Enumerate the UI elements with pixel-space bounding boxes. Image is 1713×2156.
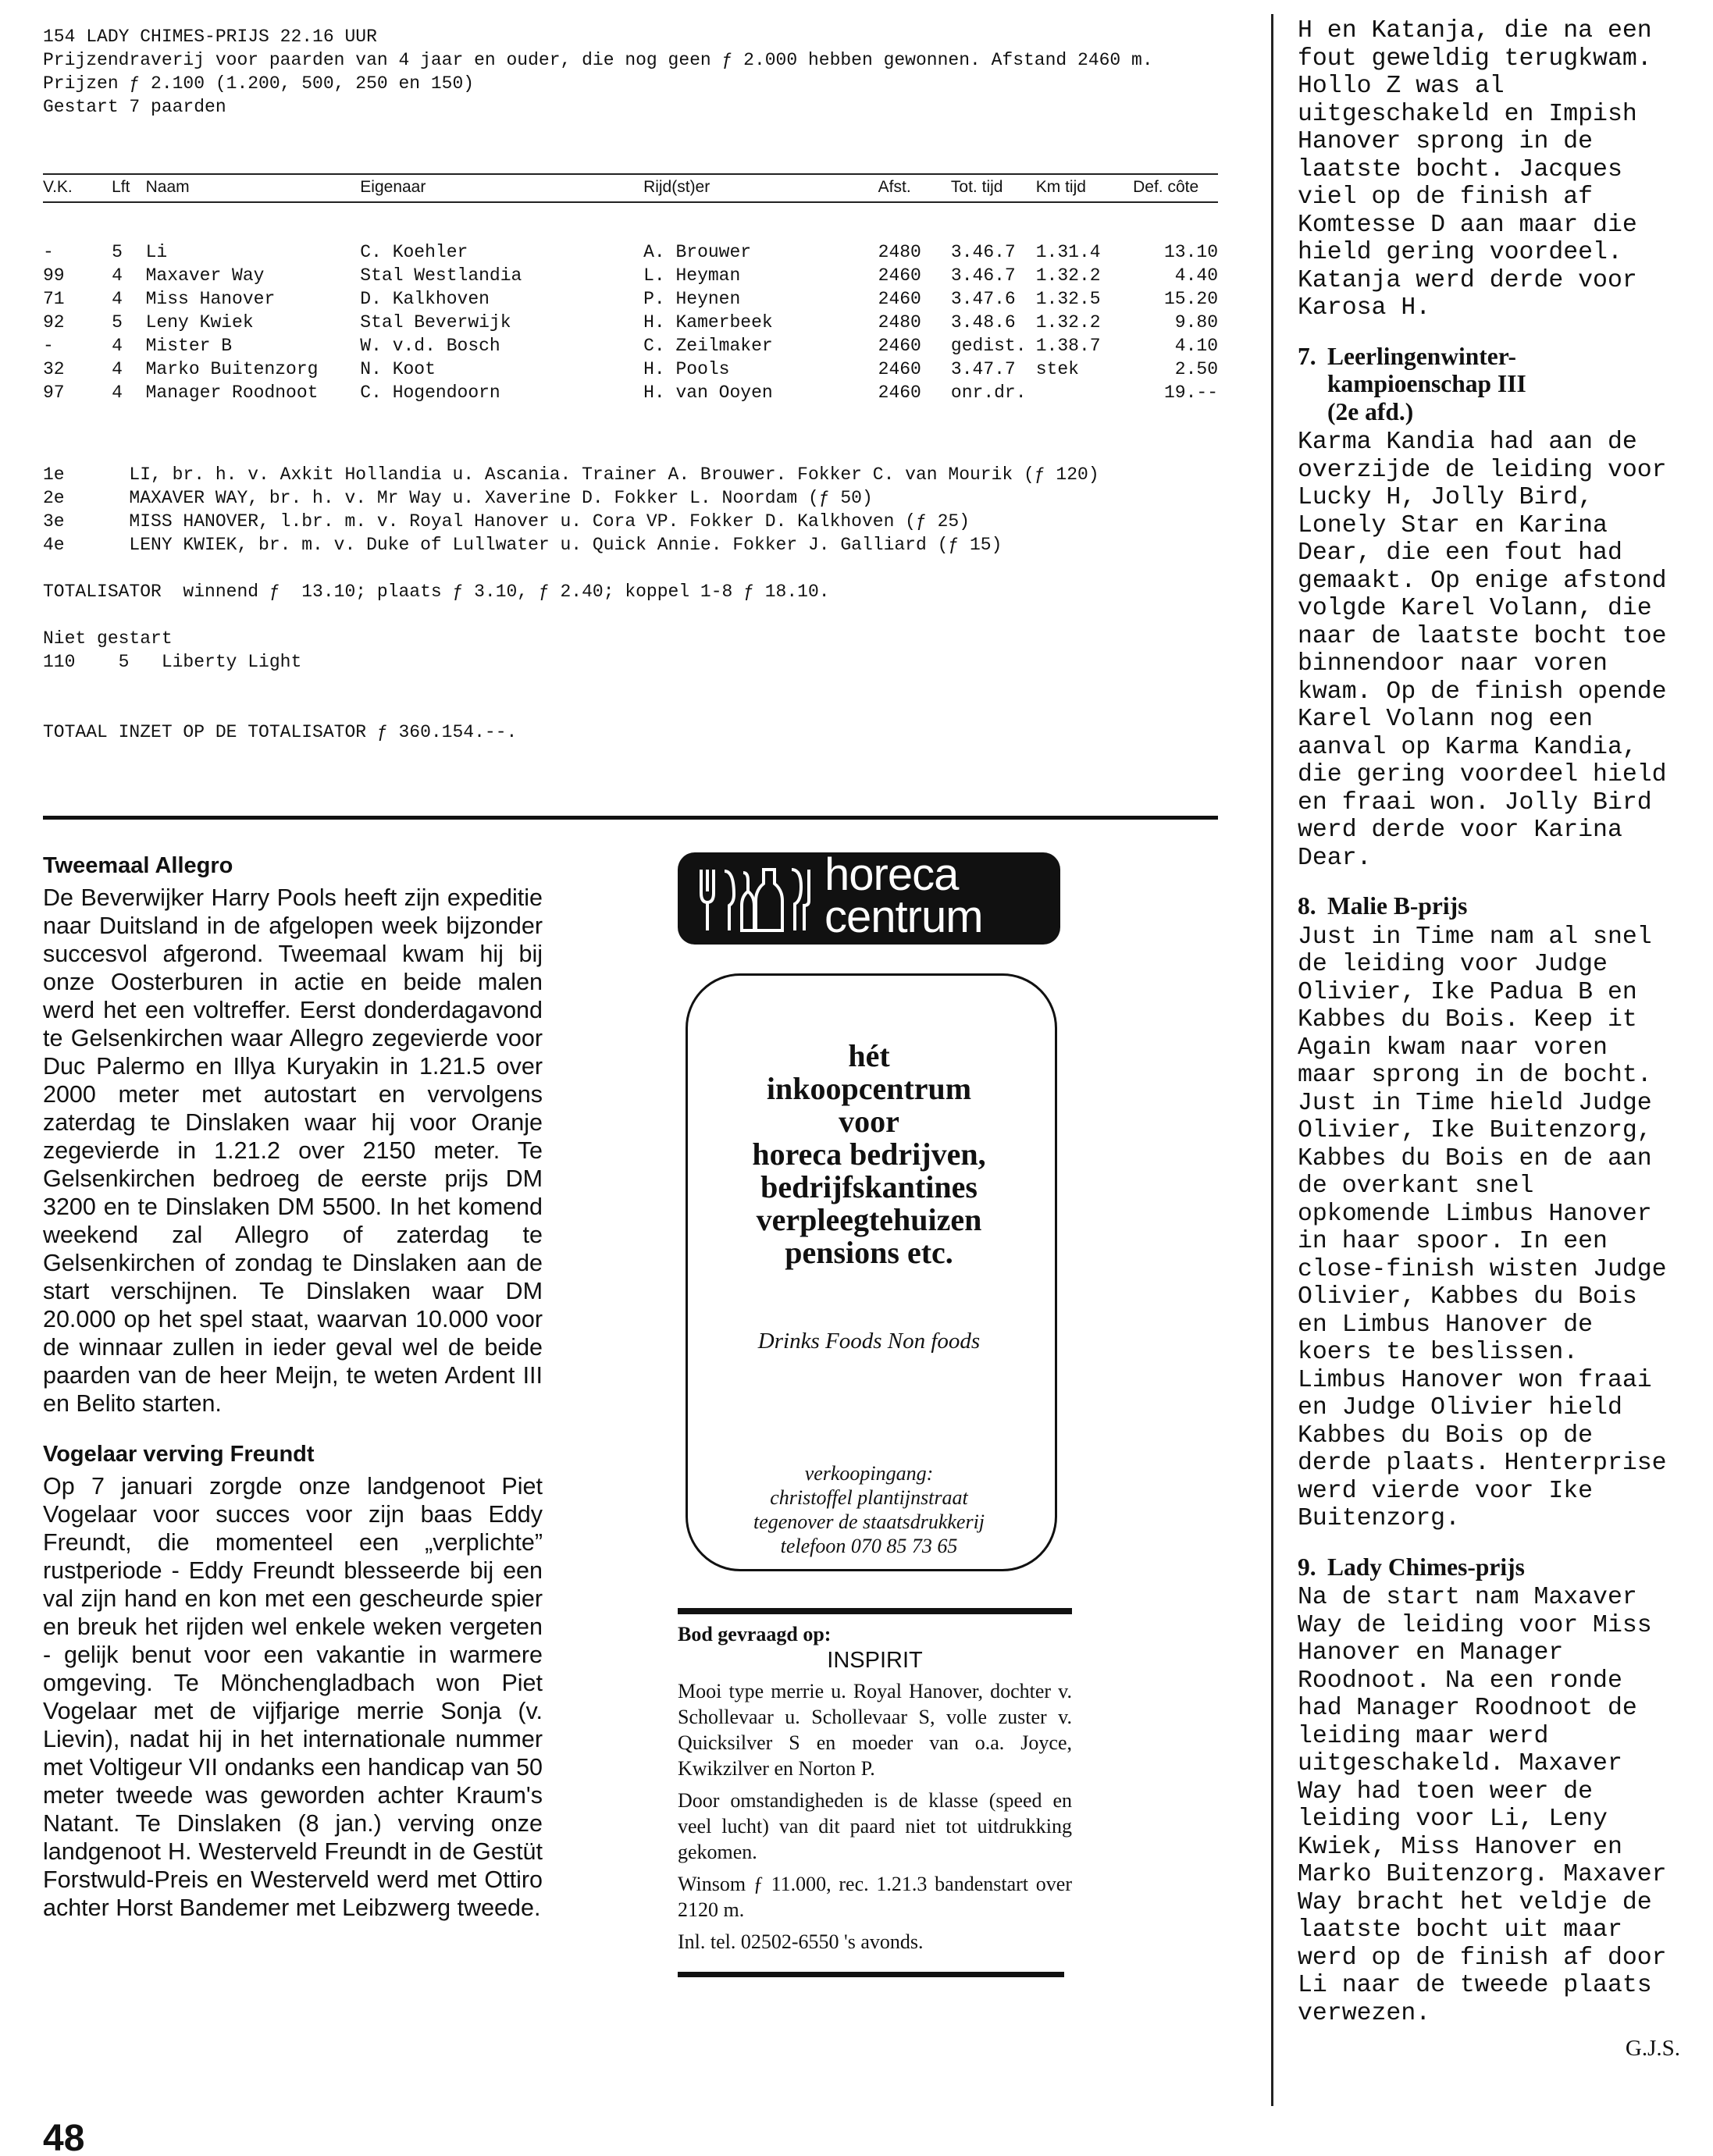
table-cell: H. Pools xyxy=(643,359,730,379)
table-row xyxy=(43,358,1218,381)
table-cell: 92 xyxy=(43,312,65,333)
table-cell: 2.50 xyxy=(1174,359,1218,379)
race-report: Na de start nam Maxaver Way de leiding voor Miss Hanover en Manager Roodnoot. Na een ronde had Manager Roodnoot de leiding maar werd uitgeschakeld. Maxaver Way had toen weer de leiding voor Li, Leny Kwiek, Miss Hanover en Marko Buitenzorg. Maxaver Way bracht het veldje de laatste bocht uit maar werd op de finish af door Li naar de tweede plaats verwezen. xyxy=(1298,1584,1667,2027)
table-cell: 1.31.4 xyxy=(1035,242,1101,262)
race-title: 154 LADY CHIMES-PRIJS 22.16 UUR xyxy=(43,27,377,47)
table-cell: 2460 xyxy=(878,265,921,286)
column-divider xyxy=(1271,14,1273,2106)
totaal-inzet: TOTAAL INZET OP DE TOTALISATOR ƒ 360.154.--. xyxy=(43,722,518,742)
cutlery-bottles-icon xyxy=(693,862,818,935)
race-report: Just in Time nam al snel de leiding voor Judge Olivier, Ike Padua B en Kabbes du Bois. Keep it Again kwam naar voren maar sprong in de bocht. Just in Time hield Judge Olivier, Ike Buitenzorg, Kabbes du Bois en de aan de overkant snel opkomende Limbus Hanover in haar spoor. In een close-finish wisten Judge Olivier, Kabbes du Bois en Limbus Hanover de koers te beslissen. Limbus Hanover won fraai en Judge Olivier hield Kabbes du Bois op de derde plaats. Henterprise werd vierde voor Ike Buitenzorg. xyxy=(1298,923,1667,1532)
table-cell: A. Brouwer xyxy=(643,242,752,262)
table-cell: 3.48.6 xyxy=(950,312,1016,333)
table-cell: 4.40 xyxy=(1174,265,1218,286)
table-cell: Mister B xyxy=(145,336,233,356)
page-number: 48 xyxy=(43,2122,85,2156)
left-articles xyxy=(43,851,543,1944)
col-tot-tijd: Tot. tijd xyxy=(951,174,1036,202)
table-cell: 5 xyxy=(112,312,123,333)
table-cell: 4.10 xyxy=(1174,336,1218,356)
race-starters: Gestart 7 paarden xyxy=(43,97,226,117)
table-cell: Li xyxy=(145,242,168,262)
table-cell: 3.46.7 xyxy=(950,242,1016,262)
race-prizes: Prijzen ƒ 2.100 (1.200, 500, 250 en 150) xyxy=(43,73,475,94)
bod-paragraph: Winsom ƒ 11.000, rec. 1.21.3 bandenstart over 2120 m. xyxy=(678,1873,1072,1921)
table-cell: 15.20 xyxy=(1163,289,1218,309)
table-cell: 2460 xyxy=(878,382,921,403)
table-cell: 5 xyxy=(112,242,123,262)
table-cell: 2480 xyxy=(878,312,921,333)
col-eigenaar: Eigenaar xyxy=(360,174,643,202)
placing-1: 1e LI, br. h. v. Axkit Hollandia u. Ascania. Trainer A. Brouwer. Fokker C. van Mourik (ƒ 120) xyxy=(43,464,1099,485)
author-signature: G.J.S. xyxy=(1625,2036,1680,2061)
table-cell: 4 xyxy=(112,336,123,356)
table-cell: W. v.d. Bosch xyxy=(360,336,500,356)
bod-paragraph: Mooi type merrie u. Royal Hanover, dochter v. Schollevaar u. Schollevaar S, volle zuster v. Quicksilver S en moeder van o.a. Joyce, Kwikzilver en Norton P. xyxy=(678,1680,1072,1780)
table-cell xyxy=(1036,381,1133,404)
section-divider xyxy=(43,816,1218,820)
table-cell: 1.38.7 xyxy=(1035,336,1101,356)
race-report: Karma Kandia had aan de overzijde de leiding voor Lucky H, Jolly Bird, Lonely Star en Karina Dear, die een fout had gemaakt. Op enige afstond volgde Karel Volann, die naar de laatste bocht toe binnendoor naar voren kwam. Op de finish opende Karel Volann nog een aanval op Karma Kandia, die gering voordeel hield en fraai won. Jolly Bird werd derde voor Karina Dear. xyxy=(1298,429,1667,872)
table-cell: Marko Buitenzorg xyxy=(145,359,319,379)
article-body: Op 7 januari zorgde onze landgenoot Piet Vogelaar voor succes voor zijn baas Eddy Freundt, die momenteel een „verplichte” rustperiode - Eddy Freundt blesseerde bij een val zijn hand en kon met een gescheurde spier en breuk het rijden wel enkele weken vergeten - gelijk benut voor een vakantie in warmere omgeving. Te Mönchengladbach won Piet Vogelaar met de vijfjarige merrie Sonja (v. Lievin), nadat hij in het internationale nummer met Voltigeur VII ondanks een handicap van 50 meter tweede was geworden achter Kraum's Natant. Te Dinslaken (8 jan.) verving onze landgenoot H. Westerveld Freundt in de Gestüt Forstwuld-Preis en Westerveld werd met Ottiro achter Horst Bandemer met Leibzwerg tweede. xyxy=(43,1473,543,1921)
placing-4: 4e LENY KWIEK, br. m. v. Duke of Lullwater u. Quick Annie. Fokker J. Galliard (ƒ 15) xyxy=(43,535,1003,555)
table-cell: 97 xyxy=(43,382,65,403)
table-cell: Stal Beverwijk xyxy=(360,312,511,333)
horeca-logo xyxy=(678,849,1060,945)
placing-2: 2e MAXAVER WAY, br. h. v. Mr Way u. Xaverine D. Fokker L. Noordam (ƒ 50) xyxy=(43,488,873,508)
table-cell: L. Heyman xyxy=(643,265,741,286)
bod-rule-top xyxy=(678,1608,1072,1614)
bod-title: Bod gevraagd op: xyxy=(678,1623,832,1645)
placings-block xyxy=(43,463,1222,744)
race-report-intro: H en Katanja, die na een fout geweldig terugkwam. Hollo Z was al uitgeschakeld en Impish Hanover sprong in de laatste bocht. Jacques viel op de finish af Komtesse D aan maar die hield gering voordeel. Katanja werd derde voor Karosa H. xyxy=(1298,17,1652,322)
results-header-row xyxy=(43,174,1218,202)
table-cell: 4 xyxy=(112,382,123,403)
totalisator-line: TOTALISATOR winnend ƒ 13.10; plaats ƒ 3.10, ƒ 2.40; koppel 1-8 ƒ 18.10. xyxy=(43,582,830,602)
niet-gestart-entry: 110 5 Liberty Light xyxy=(43,652,302,672)
table-cell: - xyxy=(43,242,54,262)
bod-gevraagd-ad xyxy=(678,1608,1072,1977)
section-heading: 8. Malie B-prijs xyxy=(1298,892,1468,920)
table-cell: 3.47.6 xyxy=(950,289,1016,309)
table-cell: Maxaver Way xyxy=(145,265,265,286)
table-cell: C. Hogendoorn xyxy=(360,382,500,403)
table-cell: gedist. xyxy=(950,336,1027,356)
col-rijder: Rijd(st)er xyxy=(643,174,878,202)
col-km-tijd: Km tijd xyxy=(1036,174,1133,202)
table-cell: 2460 xyxy=(878,289,921,309)
table-cell: D. Kalkhoven xyxy=(360,289,490,309)
table-cell: Manager Roodnoot xyxy=(145,382,319,403)
table-cell: 3.46.7 xyxy=(950,265,1016,286)
table-cell: Stal Westlandia xyxy=(360,265,522,286)
table-cell: stek xyxy=(1035,359,1079,379)
horeca-advertisement xyxy=(678,849,1060,1557)
race-conditions: Prijzendraverij voor paarden van 4 jaar en ouder, die nog geen ƒ 2.000 hebben gewonnen. Afstand 2460 m. xyxy=(43,50,1153,70)
table-cell: 2460 xyxy=(878,336,921,356)
table-cell: P. Heynen xyxy=(643,289,741,309)
race-header xyxy=(43,25,1222,119)
article-title: Vogelaar verving Freundt xyxy=(43,1442,315,1467)
bod-horse-name: INSPIRIT xyxy=(827,1648,923,1673)
table-cell: 32 xyxy=(43,359,65,379)
table-cell: 4 xyxy=(112,289,123,309)
table-cell: 13.10 xyxy=(1163,242,1218,262)
col-naam: Naam xyxy=(146,174,361,202)
section-heading: 9. Lady Chimes-prijs xyxy=(1298,1553,1525,1581)
table-cell: H. van Ooyen xyxy=(643,382,773,403)
table-row xyxy=(43,202,1218,264)
col-def-cote: Def. côte xyxy=(1133,174,1218,202)
article-body: De Beverwijker Harry Pools heeft zijn expeditie naar Duitsland in de afgelopen week bijzonder succesvol afgerond. Tweemaal kwam hij bij onze Oosterburen in actie en beide malen werd het een voltreffer. Eerst donderdagavond te Gelsenkirchen waar Allegro zegevierde voor Duc Palermo en Illya Kuryakin in 1.21.5 over 2000 meter met autostart en vervolgens zaterdag te Dinslaken waar hij voor Oranje zegevierde in 1.21.2 over 2150 meter. Te Gelsenkirchen bedroeg de eerste prijs DM 3200 en te Dinslaken DM 5500. In het komend weekend zal Allegro of zaterdag te Gelsenkirchen of zondag te Dinslaken aan de start verschijnen. Te Dinslaken waar DM 20.000 op het spel staat, waarvan 10.000 voor de winnaar zullen in ieder geval wel de beide paarden van de heer Meijn, te weten Ardent III en Belito starten. xyxy=(43,884,543,1417)
table-cell: 19.-- xyxy=(1163,382,1218,403)
table-cell: 1.32.2 xyxy=(1035,312,1101,333)
table-row xyxy=(43,264,1218,287)
table-cell: 4 xyxy=(112,359,123,379)
table-cell: Leny Kwiek xyxy=(145,312,254,333)
table-cell: 1.32.5 xyxy=(1035,289,1101,309)
table-row xyxy=(43,311,1218,334)
section-heading: 7. Leerlingenwinter- kampioenschap III (2e afd.) xyxy=(1298,342,1526,425)
table-cell: 99 xyxy=(43,265,65,286)
table-cell: 3.47.7 xyxy=(950,359,1016,379)
ad-tagline: hét inkoopcentrum voor horeca bedrijven, bedrijfskantines verpleegtehuizen pensions etc. xyxy=(752,1038,986,1270)
results-table xyxy=(43,173,1218,404)
placing-3: 3e MISS HANOVER, l.br. m. v. Royal Hanover u. Cora VP. Fokker D. Kalkhoven (ƒ 25) xyxy=(43,511,970,532)
table-cell: N. Koot xyxy=(360,359,436,379)
table-row xyxy=(43,287,1218,311)
brand-name: horeca centrum xyxy=(824,849,983,942)
ad-products: Drinks Foods Non foods xyxy=(757,1329,981,1354)
bod-paragraph: Door omstandigheden is de klasse (speed en veel lucht) van dit paard niet tot uitdrukking gekomen. xyxy=(678,1789,1072,1863)
table-cell: 9.80 xyxy=(1174,312,1218,333)
table-cell: 1.32.2 xyxy=(1035,265,1101,286)
table-cell: 4 xyxy=(112,265,123,286)
col-afstand: Afst. xyxy=(878,174,951,202)
col-lft: Lft xyxy=(112,174,146,202)
table-cell: C. Zeilmaker xyxy=(643,336,773,356)
col-vk: V.K. xyxy=(43,174,112,202)
right-column xyxy=(1298,17,1680,2063)
bod-paragraph: Inl. tel. 02502-6550 's avonds. xyxy=(678,1930,924,1953)
table-row xyxy=(43,334,1218,358)
table-cell: Miss Hanover xyxy=(145,289,276,309)
table-cell: - xyxy=(43,336,54,356)
table-cell: onr.dr. xyxy=(950,382,1027,403)
table-cell: H. Kamerbeek xyxy=(643,312,773,333)
table-cell: 2480 xyxy=(878,242,921,262)
bod-rule-bottom xyxy=(678,1972,1064,1977)
niet-gestart-label: Niet gestart xyxy=(43,628,173,649)
article-title: Tweemaal Allegro xyxy=(43,853,233,878)
table-cell: 2460 xyxy=(878,359,921,379)
table-row xyxy=(43,381,1218,404)
ad-address: verkoopingang: christoffel plantijnstraat tegenover de staatsdrukkerij telefoon 070 85 73 65 xyxy=(753,1462,985,1557)
table-cell: 71 xyxy=(43,289,65,309)
table-cell: C. Koehler xyxy=(360,242,468,262)
